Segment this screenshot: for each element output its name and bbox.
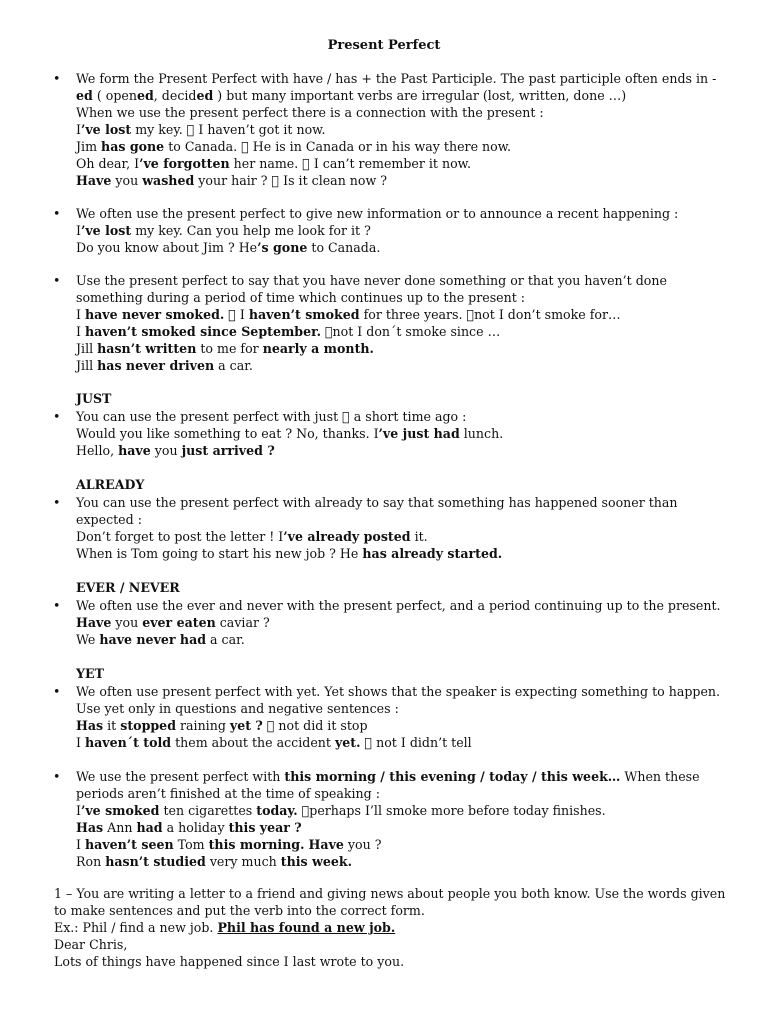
section-heading: ALREADY	[76, 477, 145, 492]
text-line: Oh dear, I’ve forgotten her name. I can’t remember it now.	[76, 156, 460, 171]
text-line: Use the present perfect to say that you have never done something or that you haven’t done something during a period of time which continues up to the present :	[76, 273, 667, 305]
section	[0, 768, 768, 870]
exercise-line: Lots of things have happened since I last wrote to you.	[54, 954, 405, 969]
text-line: I’ve lost my key. I haven’t got it now.	[76, 122, 314, 137]
section	[0, 579, 768, 648]
bullet-icon: •	[53, 598, 61, 613]
text-line: Has it stopped raining yet ? not did it stop	[76, 718, 356, 733]
text-line: We use the present perfect with this morning / this evening / today / this week… When these periods aren’t finished at the time of speaking :	[76, 769, 700, 801]
text-line: We often use the ever and never with the present perfect, and a period continuing up to the present.	[76, 598, 721, 613]
text-line: Has Ann had a holiday this year ?	[76, 820, 302, 835]
page-title: Present Perfect	[327, 38, 441, 53]
text-line: We often use present perfect with yet. Yet shows that the speaker is expecting something to happen. Use yet only in questions and negative sentences :	[76, 684, 721, 716]
text-line: We form the Present Perfect with have / has + the Past Participle. The past participle often ends in - ed ( opened, decided ) but many important verbs are irregular (lost, written, done …)	[76, 71, 717, 103]
text-line: Have you ever eaten caviar ?	[76, 615, 270, 630]
text-line: Jim has gone to Canada. He is in Canada or in his way there now.	[76, 139, 500, 154]
bullet-icon: •	[53, 273, 61, 288]
text-line: Do you know about Jim ? He’s gone to Canada.	[76, 240, 381, 255]
text-line: Don’t forget to post the letter ! I’ve already posted it.	[76, 529, 428, 544]
section-heading: JUST	[76, 391, 112, 406]
text-line: I haven´t told them about the accident yet. not I didn’t tell	[76, 735, 461, 750]
section	[0, 665, 768, 751]
exercise-line: Ex.: Phil / find a new job. Phil has found a new job.	[54, 920, 396, 935]
section	[0, 70, 768, 189]
text-line: Ron hasn’t studied very much this week.	[76, 854, 352, 869]
text-line: Jill has never driven a car.	[76, 358, 253, 373]
text-line: Jill hasn’t written to me for nearly a month.	[76, 341, 374, 356]
text-line: I have never smoked. I haven’t smoked for three years. not I don’t smoke for…	[76, 307, 602, 322]
exercise	[0, 885, 768, 970]
text-line: Have you washed your hair ? Is it clean now ?	[76, 173, 376, 188]
bullet-icon: •	[53, 769, 61, 784]
document-body	[0, 70, 768, 886]
text-line: I’ve smoked ten cigarettes today. perhaps I’ll smoke more before today finishes.	[76, 803, 599, 818]
bullet-icon: •	[53, 206, 61, 221]
exercise-line: Dear Chris,	[54, 937, 128, 952]
text-line: Hello, have you just arrived ?	[76, 443, 275, 458]
bullet-icon: •	[53, 409, 61, 424]
bullet-icon: •	[53, 495, 61, 510]
text-line: Would you like something to eat ? No, thanks. I’ve just had lunch.	[76, 426, 504, 441]
text-line: We often use the present perfect to give new information or to announce a recent happening :	[76, 206, 679, 221]
text-line: You can use the present perfect with already to say that something has happened sooner than expected :	[76, 495, 678, 527]
bullet-icon: •	[53, 71, 61, 86]
bullet-icon: •	[53, 684, 61, 699]
section	[0, 272, 768, 374]
text-line: We have never had a car.	[76, 632, 245, 647]
section	[0, 476, 768, 562]
section-heading: EVER / NEVER	[76, 580, 180, 595]
section-heading: YET	[76, 666, 104, 681]
text-line: I haven’t smoked since September. not I don´t smoke since …	[76, 324, 493, 339]
exercise-line: 1 – You are writing a letter to a friend and giving news about people you both know. Use the words given to make sentences and put the verb into the correct form.	[54, 886, 726, 918]
text-line: I haven’t seen Tom this morning. Have you ?	[76, 837, 382, 852]
text-line: When we use the present perfect there is a connection with the present :	[76, 105, 544, 120]
text-line: When is Tom going to start his new job ? He has already started.	[76, 546, 503, 561]
section	[0, 205, 768, 256]
section	[0, 390, 768, 459]
text-line: You can use the present perfect with just a short time ago :	[76, 409, 455, 424]
text-line: I’ve lost my key. Can you help me look for it ?	[76, 223, 371, 238]
